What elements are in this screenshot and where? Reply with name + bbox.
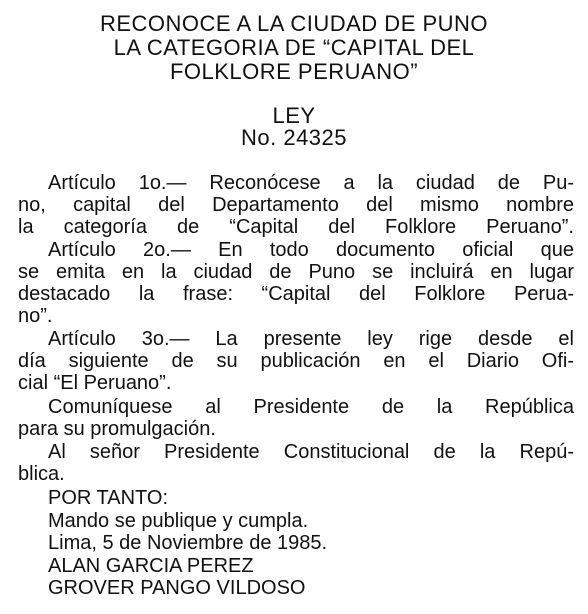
article-1-line-2: no, capital del Departamento del mismo nombre	[18, 194, 574, 216]
signature-president: ALAN GARCIA PEREZ	[48, 555, 254, 577]
article-2-line-4: no”.	[18, 305, 53, 327]
article-3-line-3: cial “El Peruano”.	[18, 372, 172, 394]
document-title-line-1: RECONOCE A LA CIUDAD DE PUNO	[99, 11, 489, 36]
communication-line-2: para su promulgación.	[18, 418, 216, 440]
addressee-line-1: Al señor Presidente Constitucional de la Repú-	[48, 441, 574, 463]
article-2-line-2: se emita en la ciudad de Puno se incluirá en lugar	[18, 261, 574, 283]
por-tanto: POR TANTO:	[48, 487, 169, 509]
law-label: LEY	[272, 103, 316, 128]
article-1-line-1: Artículo 1o.— Reconócese a la ciudad de Pu-	[48, 172, 574, 194]
article-2-line-3: destacado la frase: “Capital del Folklore Perua-	[18, 283, 574, 305]
law-number: No. 24325	[240, 125, 348, 150]
addressee-line-2: blica.	[18, 463, 65, 485]
mando-line: Mando se publique y cumpla.	[48, 510, 309, 532]
place-date: Lima, 5 de Noviembre de 1985.	[48, 532, 328, 554]
article-2-line-1: Artículo 2o.— En todo documento oficial que	[48, 239, 574, 261]
signature-minister: GROVER PANGO VILDOSO	[48, 577, 306, 599]
communication-line-1: Comuníquese al Presidente de la República	[48, 396, 574, 418]
document-title-line-2: LA CATEGORIA DE “CAPITAL DEL	[113, 35, 475, 60]
article-3-line-1: Artículo 3o.— La presente ley rige desde el	[48, 328, 574, 350]
article-3-line-2: día siguiente de su publicación en el Diario Ofi-	[18, 350, 574, 372]
document-title-line-3: FOLKLORE PERUANO”	[169, 59, 419, 84]
article-1-line-3: la categoría de “Capital del Folklore Peruano”.	[18, 216, 574, 238]
